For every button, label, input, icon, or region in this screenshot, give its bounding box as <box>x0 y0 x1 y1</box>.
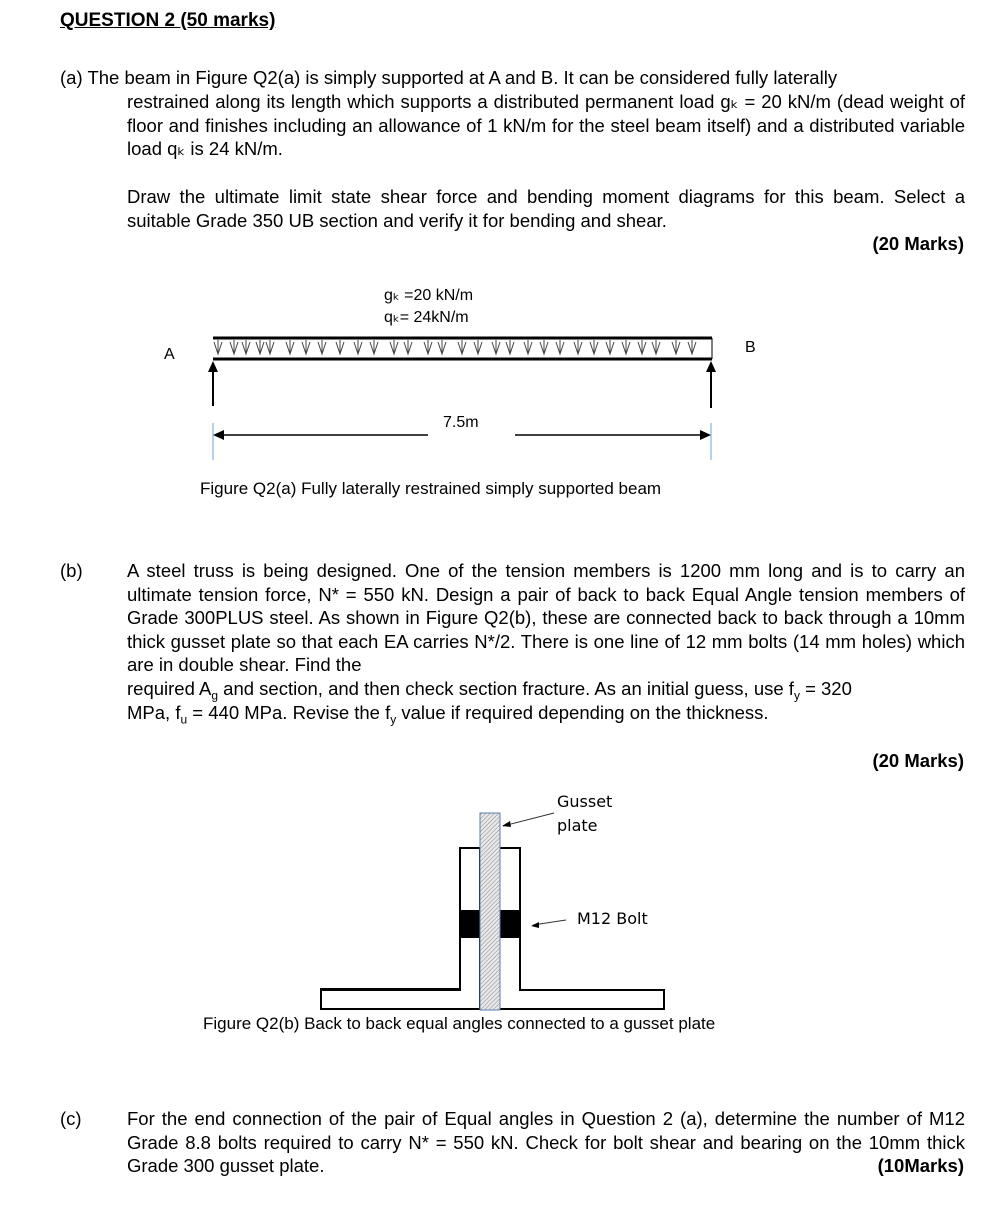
part-a-label: (a) <box>60 67 83 88</box>
part-b-line-ag: required $A_g$ and section, and then check section fracture. As an initial guess, use $f_y = 320$ <box>127 678 852 703</box>
part-a-marks: (20 Marks) <box>872 233 964 254</box>
part-c-marks: (10Marks) <box>877 1155 964 1176</box>
part-b-marks: (20 Marks) <box>872 750 964 771</box>
part-b-text: A steel truss is being designed. One of the tension members is 1200 mm long and is to carry an ultimate tension force, N* = 550 kN. Design a pair of back to back Equal Angle tension members of Grade 300PLUS steel. As shown in Figure Q2(b), these are connected back to back through a 10mm thick gusset plate so that each EA carries N*/2. There is one line of 12 mm bolts (14 mm holes) which are in double shear. Find the <box>127 560 965 675</box>
gusset-plate <box>480 813 500 1010</box>
figure-b-caption: Figure Q2(b) Back to back equal angles connected to a gusset plate <box>203 1014 716 1033</box>
gusset-label-line2: plate <box>557 816 598 835</box>
bolt-label: M12 Bolt <box>577 909 648 928</box>
left-angle <box>321 849 480 1008</box>
gusset-connection-diagram <box>318 790 678 1015</box>
load-g-label: gₖ =20 kN/m <box>384 287 474 304</box>
reaction-arrow-a <box>208 361 218 406</box>
left-angle-outline <box>321 848 480 1009</box>
part-a-line1 <box>60 66 965 90</box>
part-a-first-line: The beam in Figure Q2(a) is simply supported at A and B. It can be considered fully laterally <box>87 67 838 88</box>
support-b-label: B <box>745 339 756 356</box>
part-a-task: Draw the ultimate limit state shear force and bending moment diagrams for this beam. Select a suitable Grade 350 UB section and verify it for bending and shear. <box>127 186 965 231</box>
beam-diagram <box>200 330 730 462</box>
right-angle-outline <box>499 848 664 1009</box>
span-label: 7.5m <box>443 414 479 431</box>
reaction-arrow-b <box>706 361 716 408</box>
distributed-load-arrows <box>214 340 696 354</box>
gusset-label-line1: Gusset <box>557 792 613 811</box>
figure-a-caption: Figure Q2(a) Fully laterally restrained simply supported beam <box>200 479 662 498</box>
support-a-label: A <box>164 346 175 363</box>
part-b-label: (b) <box>60 560 83 581</box>
part-c-label: (c) <box>60 1108 82 1129</box>
load-q-label: qₖ= 24kN/m <box>384 309 469 326</box>
part-b-line-last: MPa, $f_u = 440$ MPa. Revise the $f_y$ value if required depending on the thickness. <box>127 702 769 727</box>
part-a-text: restrained along its length which supports a distributed permanent load gₖ = 20 kN/m (dead weight of floor and finishes including an allowance of 1 kN/m for the steel beam itself) and a distributed variable load qₖ is 24 kN/m. <box>127 91 965 159</box>
part-c-text: For the end connection of the pair of Equal angles in Question 2 (a), determine the number of M12 Grade 8.8 bolts required to carry N* = 550 kN. Check for bolt shear and bearing on the 10mm thick Grade 300 gusset plate. <box>127 1108 965 1176</box>
question-title: QUESTION 2 (50 marks) <box>60 10 276 31</box>
